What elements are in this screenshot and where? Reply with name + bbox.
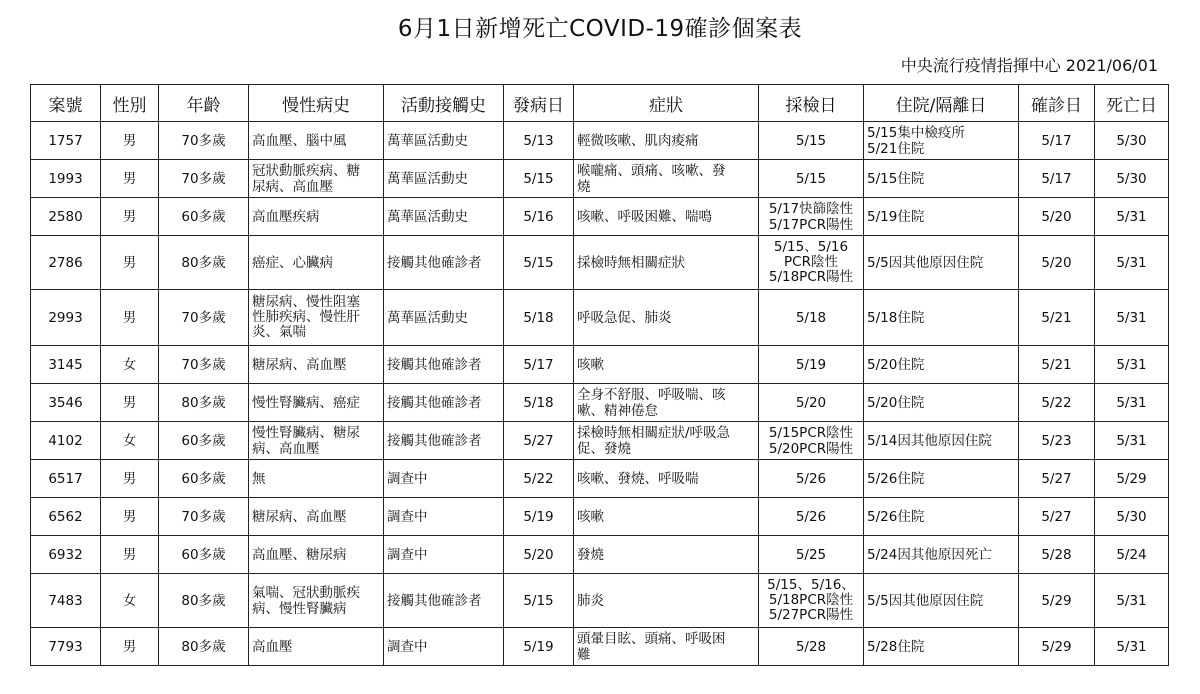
cell-chronic-history: 高血壓疾病: [249, 198, 384, 236]
cell-sex: 男: [101, 536, 159, 574]
cell-age: 60多歲: [159, 198, 249, 236]
cell-onset-date: 5/17: [504, 346, 574, 384]
cell-admission-date: 5/26住院: [864, 498, 1019, 536]
cell-age: 70多歲: [159, 346, 249, 384]
cell-death-date: 5/31: [1095, 236, 1169, 290]
cell-case-id: 1757: [31, 122, 101, 160]
cell-case-id: 3145: [31, 346, 101, 384]
cell-admission-date: 5/18住院: [864, 290, 1019, 346]
cell-death-date: 5/30: [1095, 122, 1169, 160]
header-age: 年齡: [159, 85, 249, 122]
cell-contact-history: 接觸其他確診者: [384, 346, 504, 384]
cell-age: 70多歲: [159, 290, 249, 346]
header-death-date: 死亡日: [1095, 85, 1169, 122]
cell-test-date: 5/15: [759, 160, 864, 198]
cell-symptoms: 頭暈目眩、頭痛、呼吸困 難: [574, 628, 759, 666]
cell-age: 80多歲: [159, 574, 249, 628]
cell-age: 70多歲: [159, 160, 249, 198]
cell-death-date: 5/29: [1095, 460, 1169, 498]
header-row: [31, 85, 1169, 122]
cell-confirm-date: 5/29: [1019, 628, 1095, 666]
cell-case-id: 7483: [31, 574, 101, 628]
cell-case-id: 2993: [31, 290, 101, 346]
cell-sex: 男: [101, 384, 159, 422]
header-contact-history: 活動接觸史: [384, 85, 504, 122]
cell-onset-date: 5/16: [504, 198, 574, 236]
table-row: [31, 160, 1169, 198]
cell-age: 70多歲: [159, 122, 249, 160]
table-body: [31, 122, 1169, 666]
cell-symptoms: 呼吸急促、肺炎: [574, 290, 759, 346]
cell-symptoms: 輕微咳嗽、肌肉痠痛: [574, 122, 759, 160]
cell-confirm-date: 5/21: [1019, 290, 1095, 346]
table-row: [31, 460, 1169, 498]
table-row: [31, 236, 1169, 290]
table-row: [31, 198, 1169, 236]
cell-test-date: 5/15、5/16 PCR陰性 5/18PCR陽性: [759, 236, 864, 290]
cell-onset-date: 5/22: [504, 460, 574, 498]
cell-admission-date: 5/26住院: [864, 460, 1019, 498]
cell-chronic-history: 無: [249, 460, 384, 498]
cell-death-date: 5/31: [1095, 198, 1169, 236]
header-sex: 性別: [101, 85, 159, 122]
cell-symptoms: 咳嗽: [574, 346, 759, 384]
header-symptoms: 症狀: [574, 85, 759, 122]
header-chronic-history: 慢性病史: [249, 85, 384, 122]
cell-case-id: 1993: [31, 160, 101, 198]
cell-death-date: 5/30: [1095, 498, 1169, 536]
source-and-date: 中央流行疫情指揮中心 2021/06/01: [900, 56, 1158, 75]
cell-case-id: 6932: [31, 536, 101, 574]
cell-symptoms: 咳嗽: [574, 498, 759, 536]
cell-onset-date: 5/15: [504, 236, 574, 290]
cell-symptoms: 採檢時無相關症狀: [574, 236, 759, 290]
cell-confirm-date: 5/17: [1019, 122, 1095, 160]
cell-case-id: 2580: [31, 198, 101, 236]
cell-chronic-history: 高血壓、糖尿病: [249, 536, 384, 574]
case-table: [30, 84, 1169, 666]
cell-case-id: 3546: [31, 384, 101, 422]
cell-onset-date: 5/20: [504, 536, 574, 574]
cell-symptoms: 發燒: [574, 536, 759, 574]
cell-death-date: 5/31: [1095, 574, 1169, 628]
cell-onset-date: 5/18: [504, 290, 574, 346]
cell-confirm-date: 5/27: [1019, 460, 1095, 498]
cell-age: 80多歲: [159, 628, 249, 666]
cell-symptoms: 全身不舒服、呼吸喘、咳 嗽、精神倦怠: [574, 384, 759, 422]
cell-admission-date: 5/15住院: [864, 160, 1019, 198]
cell-contact-history: 萬華區活動史: [384, 122, 504, 160]
cell-confirm-date: 5/20: [1019, 236, 1095, 290]
cell-age: 80多歲: [159, 236, 249, 290]
cell-sex: 女: [101, 574, 159, 628]
cell-chronic-history: 糖尿病、高血壓: [249, 346, 384, 384]
cell-admission-date: 5/28住院: [864, 628, 1019, 666]
cell-test-date: 5/19: [759, 346, 864, 384]
header-confirm-date: 確診日: [1019, 85, 1095, 122]
cell-onset-date: 5/27: [504, 422, 574, 460]
cell-death-date: 5/31: [1095, 422, 1169, 460]
cell-test-date: 5/15: [759, 122, 864, 160]
table-row: [31, 536, 1169, 574]
table-row: [31, 384, 1169, 422]
cell-confirm-date: 5/27: [1019, 498, 1095, 536]
cell-chronic-history: 慢性腎臟病、癌症: [249, 384, 384, 422]
table-row: [31, 122, 1169, 160]
cell-case-id: 2786: [31, 236, 101, 290]
table-row: [31, 574, 1169, 628]
cell-confirm-date: 5/21: [1019, 346, 1095, 384]
cell-onset-date: 5/13: [504, 122, 574, 160]
cell-chronic-history: 冠狀動脈疾病、糖 尿病、高血壓: [249, 160, 384, 198]
cell-death-date: 5/24: [1095, 536, 1169, 574]
cell-age: 80多歲: [159, 384, 249, 422]
cell-chronic-history: 糖尿病、慢性阻塞 性肺疾病、慢性肝 炎、氣喘: [249, 290, 384, 346]
cell-admission-date: 5/20住院: [864, 346, 1019, 384]
cell-contact-history: 接觸其他確診者: [384, 422, 504, 460]
table-row: [31, 628, 1169, 666]
cell-confirm-date: 5/29: [1019, 574, 1095, 628]
cell-chronic-history: 糖尿病、高血壓: [249, 498, 384, 536]
cell-age: 60多歲: [159, 460, 249, 498]
cell-death-date: 5/31: [1095, 346, 1169, 384]
table-row: [31, 290, 1169, 346]
cell-admission-date: 5/19住院: [864, 198, 1019, 236]
cell-chronic-history: 氣喘、冠狀動脈疾 病、慢性腎臟病: [249, 574, 384, 628]
cell-test-date: 5/25: [759, 536, 864, 574]
header-test-date: 採檢日: [759, 85, 864, 122]
cell-contact-history: 接觸其他確診者: [384, 384, 504, 422]
cell-admission-date: 5/5因其他原因住院: [864, 574, 1019, 628]
cell-contact-history: 萬華區活動史: [384, 290, 504, 346]
cell-admission-date: 5/20住院: [864, 384, 1019, 422]
cell-age: 70多歲: [159, 498, 249, 536]
cell-death-date: 5/31: [1095, 290, 1169, 346]
cell-confirm-date: 5/22: [1019, 384, 1095, 422]
cell-sex: 男: [101, 628, 159, 666]
cell-sex: 男: [101, 460, 159, 498]
cell-contact-history: 萬華區活動史: [384, 160, 504, 198]
cell-admission-date: 5/15集中檢疫所 5/21住院: [864, 122, 1019, 160]
cell-sex: 男: [101, 290, 159, 346]
cell-contact-history: 接觸其他確診者: [384, 574, 504, 628]
cell-test-date: 5/15PCR陰性 5/20PCR陽性: [759, 422, 864, 460]
cell-onset-date: 5/19: [504, 628, 574, 666]
cell-sex: 男: [101, 198, 159, 236]
cell-onset-date: 5/19: [504, 498, 574, 536]
cell-contact-history: 萬華區活動史: [384, 198, 504, 236]
cell-symptoms: 咳嗽、呼吸困難、喘鳴: [574, 198, 759, 236]
cell-confirm-date: 5/20: [1019, 198, 1095, 236]
cell-sex: 女: [101, 422, 159, 460]
table-row: [31, 346, 1169, 384]
header-case-id: 案號: [31, 85, 101, 122]
cell-chronic-history: 高血壓、腦中風: [249, 122, 384, 160]
cell-onset-date: 5/18: [504, 384, 574, 422]
cell-symptoms: 肺炎: [574, 574, 759, 628]
cell-sex: 男: [101, 498, 159, 536]
cell-admission-date: 5/5因其他原因住院: [864, 236, 1019, 290]
cell-case-id: 6517: [31, 460, 101, 498]
cell-contact-history: 調查中: [384, 628, 504, 666]
cell-contact-history: 調查中: [384, 536, 504, 574]
cell-sex: 男: [101, 236, 159, 290]
cell-sex: 男: [101, 122, 159, 160]
cell-death-date: 5/31: [1095, 384, 1169, 422]
table-row: [31, 498, 1169, 536]
cell-sex: 女: [101, 346, 159, 384]
cell-test-date: 5/28: [759, 628, 864, 666]
cell-confirm-date: 5/23: [1019, 422, 1095, 460]
cell-case-id: 6562: [31, 498, 101, 536]
cell-test-date: 5/17快篩陰性 5/17PCR陽性: [759, 198, 864, 236]
header-onset-date: 發病日: [504, 85, 574, 122]
cell-chronic-history: 慢性腎臟病、糖尿 病、高血壓: [249, 422, 384, 460]
cell-chronic-history: 癌症、心臟病: [249, 236, 384, 290]
cell-symptoms: 採檢時無相關症狀/呼吸急 促、發燒: [574, 422, 759, 460]
cell-admission-date: 5/14因其他原因住院: [864, 422, 1019, 460]
cell-onset-date: 5/15: [504, 574, 574, 628]
cell-symptoms: 喉嚨痛、頭痛、咳嗽、發 燒: [574, 160, 759, 198]
cell-case-id: 7793: [31, 628, 101, 666]
cell-onset-date: 5/15: [504, 160, 574, 198]
cell-admission-date: 5/24因其他原因死亡: [864, 536, 1019, 574]
cell-test-date: 5/20: [759, 384, 864, 422]
cell-test-date: 5/18: [759, 290, 864, 346]
cell-case-id: 4102: [31, 422, 101, 460]
cell-test-date: 5/26: [759, 498, 864, 536]
cell-age: 60多歲: [159, 422, 249, 460]
cell-confirm-date: 5/28: [1019, 536, 1095, 574]
cell-death-date: 5/30: [1095, 160, 1169, 198]
cell-symptoms: 咳嗽、發燒、呼吸喘: [574, 460, 759, 498]
cell-test-date: 5/26: [759, 460, 864, 498]
cell-contact-history: 調查中: [384, 460, 504, 498]
cell-test-date: 5/15、5/16、 5/18PCR陰性 5/27PCR陽性: [759, 574, 864, 628]
cell-contact-history: 調查中: [384, 498, 504, 536]
page-title: 6月1日新增死亡COVID-19確診個案表: [397, 16, 803, 42]
cell-confirm-date: 5/17: [1019, 160, 1095, 198]
cell-chronic-history: 高血壓: [249, 628, 384, 666]
cell-age: 60多歲: [159, 536, 249, 574]
table-row: [31, 422, 1169, 460]
cell-contact-history: 接觸其他確診者: [384, 236, 504, 290]
cell-sex: 男: [101, 160, 159, 198]
header-admission-date: 住院/隔離日: [864, 85, 1019, 122]
cell-death-date: 5/31: [1095, 628, 1169, 666]
